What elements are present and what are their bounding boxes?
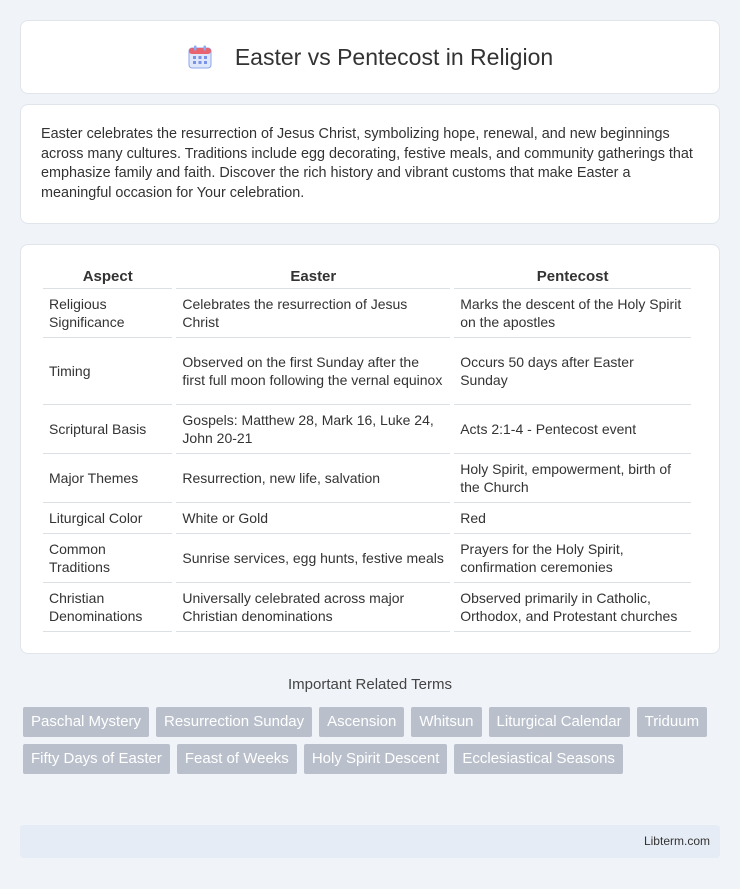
tag-resurrection-sunday[interactable]: Resurrection Sunday — [156, 707, 312, 737]
table-row — [43, 289, 691, 338]
column-header-aspect: Aspect — [43, 265, 172, 289]
column-header-easter: Easter — [176, 265, 450, 289]
comparison-table — [39, 265, 695, 632]
tag-fifty-days-of-easter[interactable]: Fifty Days of Easter — [23, 744, 170, 774]
cell-aspect: Liturgical Color — [43, 503, 172, 534]
title-wrap — [187, 44, 553, 71]
column-header-pentecost: Pentecost — [454, 265, 691, 289]
cell-pentecost: Red — [454, 503, 691, 534]
cell-pentecost: Acts 2:1-4 - Pentecost event — [454, 405, 691, 454]
cell-aspect: Christian Denominations — [43, 583, 172, 632]
cell-pentecost: Marks the descent of the Holy Spirit on the apostles — [454, 289, 691, 338]
tag-liturgical-calendar[interactable]: Liturgical Calendar — [489, 707, 630, 737]
tag-whitsun[interactable]: Whitsun — [411, 707, 481, 737]
table-row — [43, 583, 691, 632]
table-header-row — [43, 265, 691, 289]
cell-pentecost: Observed primarily in Catholic, Orthodox, and Protestant churches — [454, 583, 691, 632]
related-terms-tags — [23, 707, 723, 774]
tag-paschal-mystery[interactable]: Paschal Mystery — [23, 707, 149, 737]
cell-easter: Celebrates the resurrection of Jesus Christ — [176, 289, 450, 338]
table-row — [43, 338, 691, 405]
related-terms-title: Important Related Terms — [288, 676, 452, 693]
cell-pentecost: Occurs 50 days after Easter Sunday — [454, 338, 691, 405]
table-row — [43, 503, 691, 534]
intro-text: Easter celebrates the resurrection of Jesus Christ, symbolizing hope, renewal, and new beginnings across many cultures. Traditions include egg decorating, festive meals, and community gatherings that emphasize family and faith. Discover the rich history and vibrant customs that make Easter a meaningful occasion for Your celebration. — [41, 126, 693, 201]
footer-bar — [20, 825, 720, 858]
calendar-icon — [187, 44, 213, 70]
tag-triduum[interactable]: Triduum — [637, 707, 707, 737]
tag-ascension[interactable]: Ascension — [319, 707, 404, 737]
cell-pentecost: Holy Spirit, empowerment, birth of the Church — [454, 454, 691, 503]
cell-aspect: Common Traditions — [43, 534, 172, 583]
header-card — [20, 20, 720, 94]
cell-easter: Observed on the first Sunday after the first full moon following the vernal equinox — [176, 338, 450, 405]
cell-easter: Gospels: Matthew 28, Mark 16, Luke 24, John 20-21 — [176, 405, 450, 454]
table-row — [43, 534, 691, 583]
cell-aspect: Religious Significance — [43, 289, 172, 338]
cell-aspect: Scriptural Basis — [43, 405, 172, 454]
cell-aspect: Major Themes — [43, 454, 172, 503]
cell-aspect: Timing — [43, 338, 172, 405]
footer-site-link[interactable]: Libterm.com — [643, 834, 710, 848]
tag-ecclesiastical-seasons[interactable]: Ecclesiastical Seasons — [454, 744, 623, 774]
cell-easter: Resurrection, new life, salvation — [176, 454, 450, 503]
intro-card — [20, 104, 720, 224]
table-row — [43, 454, 691, 503]
cell-pentecost: Prayers for the Holy Spirit, confirmation ceremonies — [454, 534, 691, 583]
cell-easter: White or Gold — [176, 503, 450, 534]
comparison-card — [20, 244, 720, 654]
cell-easter: Sunrise services, egg hunts, festive meals — [176, 534, 450, 583]
cell-easter: Universally celebrated across major Christian denominations — [176, 583, 450, 632]
tag-feast-of-weeks[interactable]: Feast of Weeks — [177, 744, 297, 774]
page-title: Easter vs Pentecost in Religion — [234, 43, 554, 70]
table-row — [43, 405, 691, 454]
tag-holy-spirit-descent[interactable]: Holy Spirit Descent — [304, 744, 448, 774]
